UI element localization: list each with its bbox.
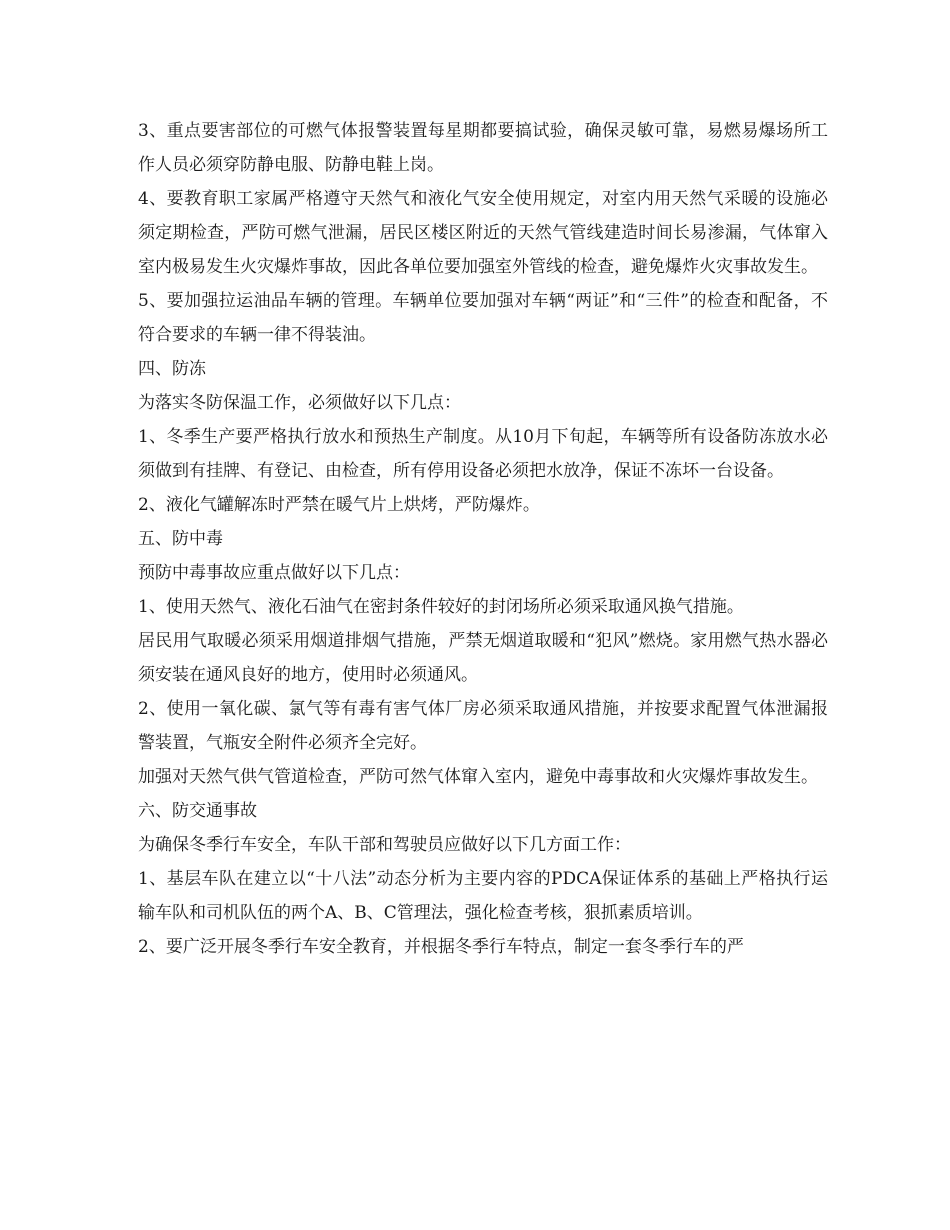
paragraph-item-5-tanker-vehicles: 5、要加强拉运油品车辆的管理。车辆单位要加强对车辆“两证”和“三件”的检查和配备，不符合要求的车辆一律不得装油。 bbox=[138, 291, 828, 345]
paragraph-traffic-intro: 为确保冬季行车安全，车队干部和驾驶员应做好以下几方面工作： bbox=[138, 835, 631, 855]
paragraph-pipeline-inspection: 加强对天然气供气管道检查，严防可然气体窜入室内，避免中毒事故和火灾爆炸事故发生。 bbox=[138, 767, 818, 787]
paragraph-resident-heating: 居民用气取暖必须采用烟道排烟气措施，严禁无烟道取暖和“犯风”燃烧。家用燃气热水器必须安装在通风良好的地方，使用时必须通风。 bbox=[138, 631, 828, 685]
document-body bbox=[138, 114, 828, 964]
section-heading-anti-poisoning: 五、防中毒 bbox=[138, 529, 223, 549]
paragraph-anti-poisoning-item-1: 1、使用天然气、液化石油气在密封条件较好的封闭场所必须采取通风换气措施。 bbox=[138, 597, 744, 617]
paragraph-item-3-sensor-testing: 3、重点要害部位的可燃气体报警装置每星期都要搞试验，确保灵敏可靠，易燃易爆场所工作人员必须穿防静电服、防静电鞋上岗。 bbox=[138, 121, 828, 175]
paragraph-anti-poisoning-intro: 预防中毒事故应重点做好以下几点： bbox=[138, 563, 410, 583]
paragraph-anti-freeze-item-1: 1、冬季生产要严格执行放水和预热生产制度。从10月下旬起，车辆等所有设备防冻放水必须做到有挂牌、有登记、由检查，所有停用设备必须把水放净，保证不冻坏一台设备。 bbox=[138, 427, 828, 481]
paragraph-traffic-item-2: 2、要广泛开展冬季行车安全教育，并根据冬季行车特点，制定一套冬季行车的严 bbox=[138, 937, 744, 957]
section-heading-anti-freeze: 四、防冻 bbox=[138, 359, 206, 379]
paragraph-anti-freeze-intro: 为落实冬防保温工作，必须做好以下几点： bbox=[138, 393, 461, 413]
paragraph-traffic-item-1: 1、基层车队在建立以“十八法”动态分析为主要内容的PDCA保证体系的基础上严格执行运输车队和司机队伍的两个A、B、C管理法，强化检查考核，狠抓素质培训。 bbox=[138, 869, 828, 923]
section-heading-traffic-safety: 六、防交通事故 bbox=[138, 801, 257, 821]
paragraph-anti-freeze-item-2: 2、液化气罐解冻时严禁在暖气片上烘烤，严防爆炸。 bbox=[138, 495, 540, 515]
paragraph-anti-poisoning-item-2: 2、使用一氧化碳、氯气等有毒有害气体厂房必须采取通风措施，并按要求配置气体泄漏报警装置，气瓶安全附件必须齐全完好。 bbox=[138, 699, 828, 753]
paragraph-item-4-gas-safety: 4、要教育职工家属严格遵守天然气和液化气安全使用规定，对室内用天然气采暖的设施必须定期检查，严防可燃气泄漏，居民区楼区附近的天然气管线建造时间长易渗漏，气体窜入室内极易发生火灾爆炸事故，因此各单位要加强室外管线的检查，避免爆炸火灾事故发生。 bbox=[138, 189, 828, 277]
